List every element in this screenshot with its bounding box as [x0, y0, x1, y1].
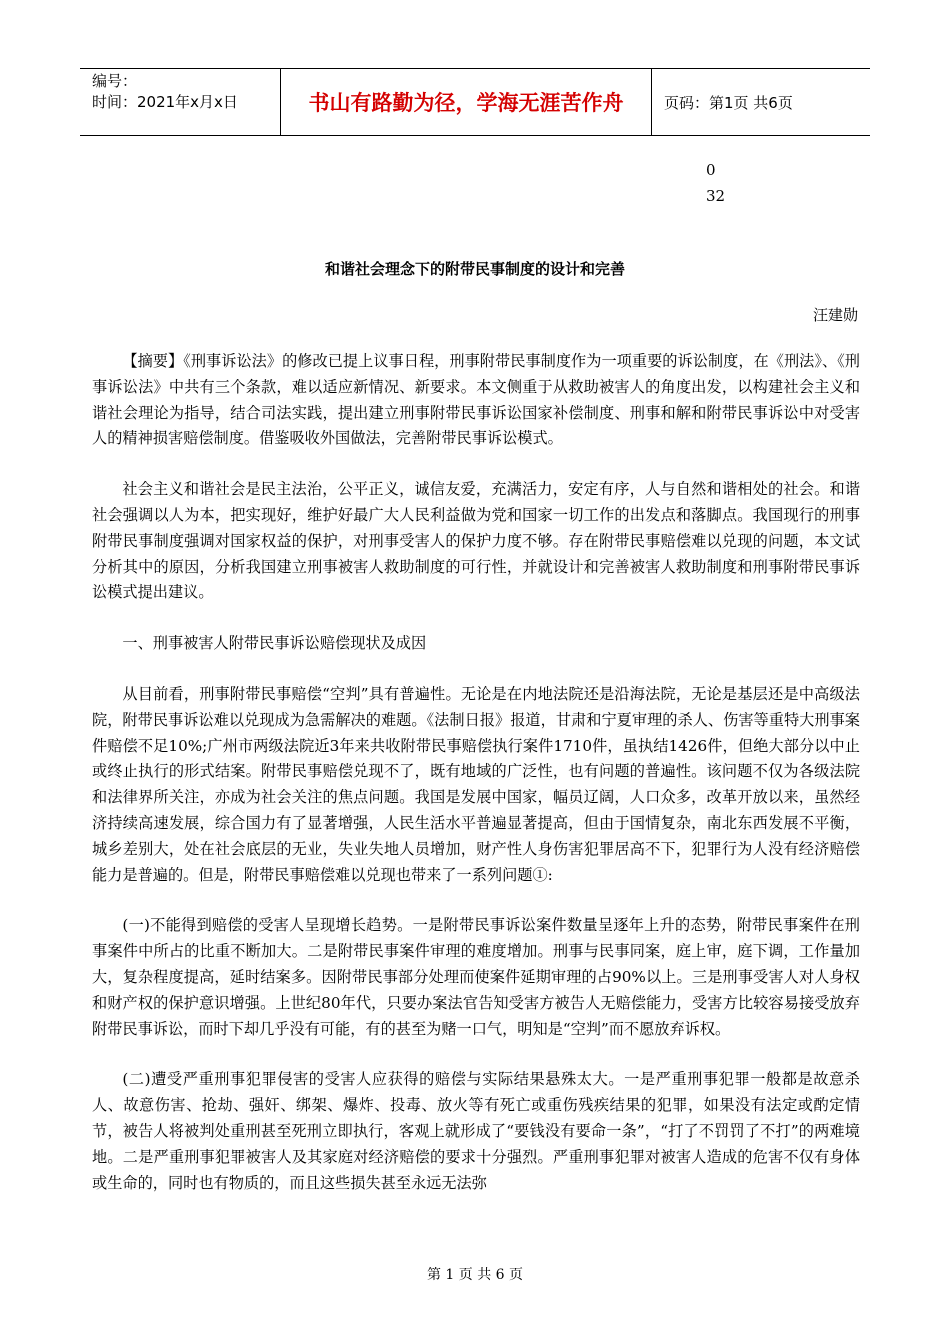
header-meta [80, 69, 280, 135]
article-title: 和谐社会理念下的附带民事制度的设计和完善 [324, 260, 625, 278]
article-body [92, 349, 860, 1221]
header-page-info: 页码：第1页 共6页 [664, 93, 793, 112]
text-fragment: 32 [706, 187, 726, 205]
header-motto: 书山有路勤为径，学海无涯苦作舟 [280, 69, 652, 135]
time-label: 时间：2021年x月x日 [92, 93, 238, 111]
page-header [80, 68, 870, 136]
section-heading: 一、刑事被害人附带民事诉讼赔偿现状及成因 [122, 634, 427, 653]
body-paragraph: 从目前看，刑事附带民事赔偿“空判”具有普遍性。无论是在内地法院还是沿海法院，无论是基层还是中高级法院，附带民事诉讼难以兑现成为急需解决的难题。《法制日报》报道，甘肃和宁夏审理的杀人、伤害等重特大刑事案件赔偿不足10%;广州市两级法院近3年来共收附带民事赔偿执行案件1710件，虽执结1426件，但绝大部分以中止或终止执行的形式结案。附带民事赔偿兑现不了，既有地域的广泛性，也有问题的普遍性。该问题不仅为各级法院和法律界所关注，亦成为社会关注的焦点问题。我国是发展中国家，幅员辽阔，人口众多，改革开放以来，虽然经济持续高速发展，综合国力有了显著增强，人民生活水平普遍显著提高，但由于国情复杂，南北东西发展不平衡，城乡差别大，处在社会底层的无业，失业失地人员增加，财产性人身伤害犯罪居高不下，犯罪行为人没有经济赔偿能力是普遍的。但是，附带民事赔偿难以兑现也带来了一系列问题①: [92, 684, 860, 884]
body-paragraph: 社会主义和谐社会是民主法治，公平正义，诚信友爱，充满活力，安定有序，人与自然和谐相处的社会。和谐社会强调以人为本，把实现好，维护好最广大人民利益做为党和国家一切工作的出发点和落脚点。我国现行的刑事附带民事制度强调对国家权益的保护，对刑事受害人的保护力度不够。存在附带民事赔偿难以兑现的问题，本文试分析其中的原因，分析我国建立刑事被害人救助制度的可行性，并就设计和完善被害人救助制度和刑事附带民事诉讼模式提出建议。 [92, 480, 860, 602]
body-paragraph: (一)不能得到赔偿的受害人呈现增长趋势。一是附带民事诉讼案件数量呈逐年上升的态势，附带民事案件在刑事案件中所占的比重不断加大。二是附带民事案件审理的难度增加。刑事与民事同案，庭上审，庭下调，工作量加大，复杂程度提高，延时结案多。因附带民事部分处理而使案件延期审理的占90%以上。三是刑事受害人对人身权和财产权的保护意识增强。上世纪80年代，只要办案法官告知受害方被告人无赔偿能力，受害方比较容易接受放弃附带民事诉讼，而时下却几乎没有可能，有的甚至为赌一口气，明知是“空判”而不愿放弃诉权。 [92, 916, 860, 1038]
body-paragraph: (二)遭受严重刑事犯罪侵害的受害人应获得的赔偿与实际结果悬殊太大。一是严重刑事犯罪一般都是故意杀人、故意伤害、抢劫、强奸、绑架、爆炸、投毒、放火等有死亡或重伤残疾结果的犯罪，如果没有法定或酌定情节，被告人将被判处重刑甚至死刑立即执行，客观上就形成了“要钱没有要命一条”，“打了不罚罚了不打”的两难境地。二是严重刑事犯罪被害人及其家庭对经济赔偿的要求十分强烈。严重刑事犯罪对被害人造成的危害不仅有身体或生命的，同时也有物质的，而且这些损失甚至永远无法弥 [92, 1070, 860, 1192]
abstract-paragraph: 【摘要】《刑事诉讼法》的修改已提上议事日程，刑事附带民事制度作为一项重要的诉讼制度，在《刑法》、《刑事诉讼法》中共有三个条款，难以适应新情况、新要求。本文侧重于从救助被害人的角度出发，以构建社会主义和谐社会理论为指导，结合司法实践，提出建立刑事附带民事诉讼国家补偿制度、刑事和解和附带民事诉讼中对受害人的精神损害赔偿制度。借鉴吸收外国做法，完善附带民事诉讼模式。 [92, 352, 860, 448]
page-footer: 第 1 页 共 6 页 [426, 1267, 524, 1283]
article-author: 汪建勋 [812, 306, 858, 324]
number-label: 编号： [92, 72, 138, 90]
text-fragment: 0 [706, 161, 716, 179]
